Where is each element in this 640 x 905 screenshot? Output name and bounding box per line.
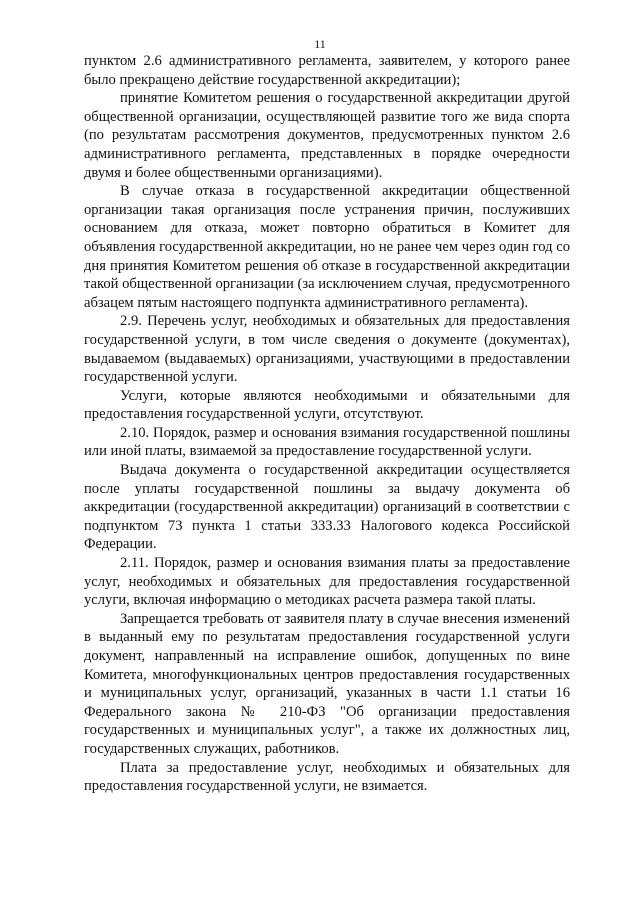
- paragraph-section-2-9: 2.9. Перечень услуг, необходимых и обязательных для предоставления государственной услуги, в том числе сведения о документе (документах), выдаваемом (выдаваемых) организациями, участвующими в предоставлении государственной услуги.: [84, 313, 570, 386]
- paragraph-committee-decision: принятие Комитетом решения о государственной аккредитации другой общественной организации, осуществляющей развитие того же вида спорта (по результатам рассмотрения документов, предусмотренных пунктом 2.6 административного регламента, представленных в порядке очередности двумя и более общественными организациями).: [84, 90, 570, 181]
- paragraph-no-fee: Плата за предоставление услуг, необходимых и обязательных для предоставления государственной услуги, не взимается.: [84, 759, 570, 795]
- paragraph-state-duty: Выдача документа о государственной аккредитации осуществляется после уплаты государственной пошлины за выдачу документа об аккредитации (государственной аккредитации) организаций в соответствии с подпунктом 73 пункта 1 статьи 333.33 Налогового кодекса Российской Федерации.: [84, 462, 570, 553]
- paragraph-refusal-reapplication: В случае отказа в государственной аккредитации общественной организации такая организация после устранения причин, послуживших основанием для отказа, может повторно обратиться в Комитет для объявления государственной аккредитации, но не ранее чем через один год со дня принятия Комитетом решения об отказе в государственной аккредитации такой общественной организации (за исключением случая, предусмотренного абзацем пятым настоящего подпункта административного регламента).: [84, 183, 570, 311]
- page-number: 11: [314, 37, 326, 51]
- paragraph-services-absent: Услуги, которые являются необходимыми и обязательными для предоставления государственной услуги, отсутствуют.: [84, 387, 570, 423]
- document-body: [84, 52, 570, 796]
- paragraph-continuation: пунктом 2.6 административного регламента, заявителем, у которого ранее было прекращено действие государственной аккредитации);: [84, 53, 570, 88]
- paragraph-section-2-11: 2.11. Порядок, размер и основания взимания платы за предоставление услуг, необходимых и обязательных для предоставления государственной услуги, включая информацию о методиках расчета размера такой платы.: [84, 555, 570, 609]
- paragraph-fee-prohibition: Запрещается требовать от заявителя плату в случае внесения изменений в выданный ему по результатам предоставления государственной услуги документ, направленный на исправление ошибок, допущенных по вине Комитета, многофункциональных центров предоставления государственных и муниципальных услуг, организаций, указанных в части 1.1 статьи 16 Федерального закона № 210-ФЗ "Об организации предоставления государственных и муниципальных услуг", а также их должностных лиц, государственных служащих, работников.: [84, 610, 570, 757]
- paragraph-section-2-10: 2.10. Порядок, размер и основания взимания государственной пошлины или иной платы, взимаемой за предоставление государственной услуги.: [84, 424, 570, 460]
